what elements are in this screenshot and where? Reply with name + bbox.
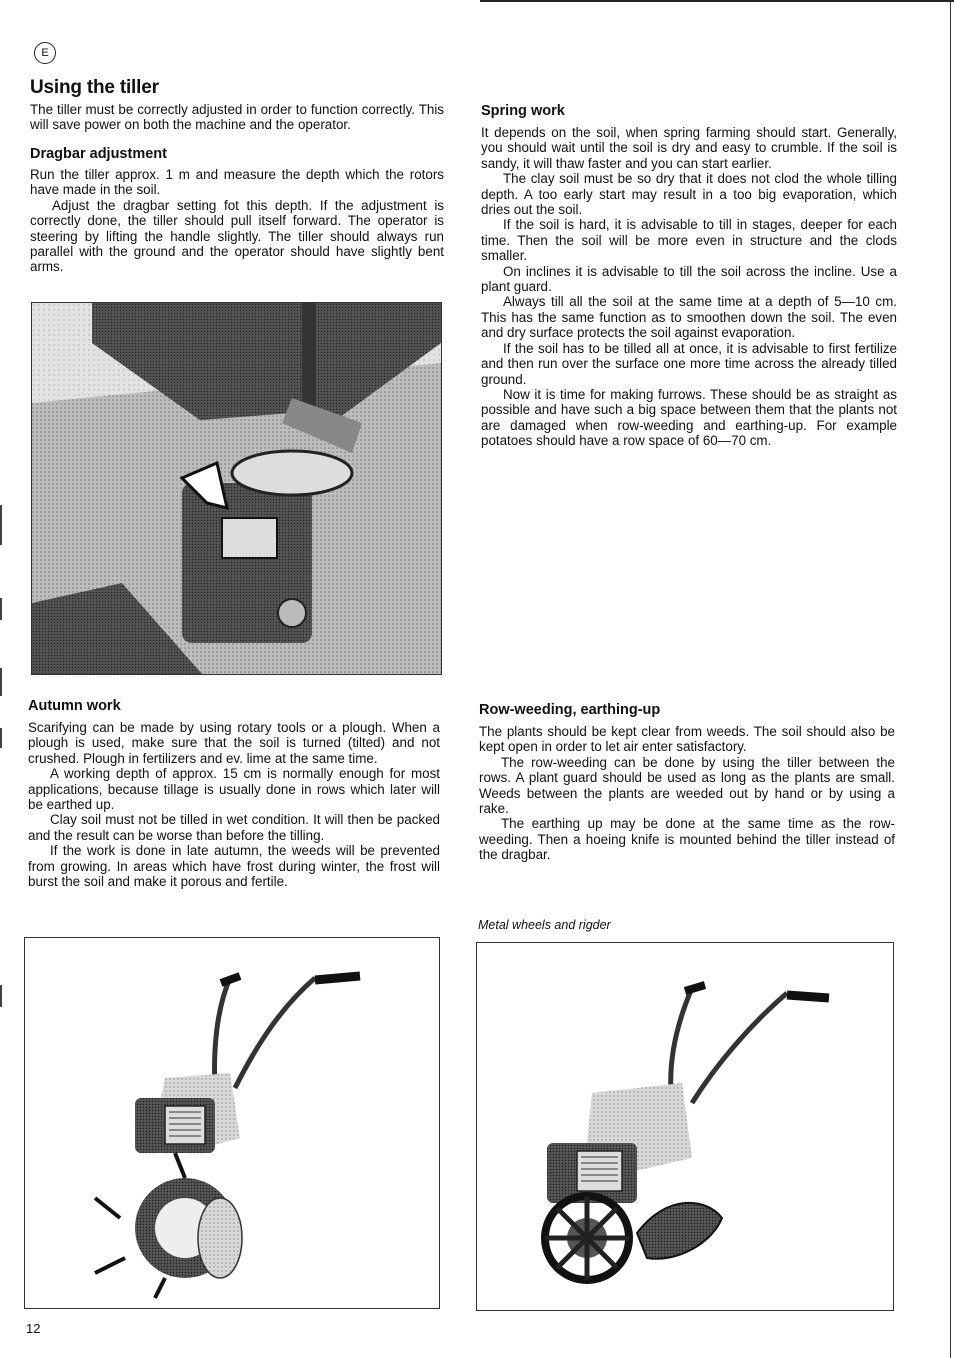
edge-mark xyxy=(0,598,2,620)
spring-paragraph: It depends on the soil, when spring farming should start. Generally, you should wait until the soil is dry and easy to crumble. If the soil is sandy, it will thaw faster and you can start earlier. xyxy=(481,125,897,171)
metal-wheels-illustration xyxy=(477,943,893,1310)
dragbar-paragraph: Adjust the dragbar setting fot this depth. If the adjustment is correctly done, the tiller should pull itself forward. The operator is steering by lifting the handle slightly. The tiller should always run parallel with the ground and the operator should have slightly bent arms. xyxy=(30,197,444,275)
dragbar-photo xyxy=(31,302,442,675)
dragbar-paragraph: Run the tiller approx. 1 m and measure the depth which the rotors have made in the soil. xyxy=(30,167,444,198)
rowweeding-text xyxy=(479,724,895,863)
autumn-paragraph: Scarifying can be made by using rotary tools or a plough. When a plough is used, make sure that the soil is turned (tilted) and not crushed. Plough in fertilizers and ev. lime at the same time. xyxy=(28,720,440,766)
autumn-paragraph: Clay soil must not be tilled in wet condition. It will then be packed and the result can be worse than before the tilling. xyxy=(28,812,440,843)
intro-text xyxy=(30,102,444,133)
dragbar-illustration xyxy=(32,303,441,674)
spring-paragraph: Always till all the soil at the same time at a depth of 5—10 cm. This has the same function as to smoothen down the soil. The even and dry surface protects the soil against evaporation. xyxy=(481,294,897,341)
top-rule xyxy=(480,0,954,2)
tiller-photo xyxy=(24,937,440,1309)
metal-wheels-photo xyxy=(476,942,894,1311)
edge-mark xyxy=(0,505,2,545)
rowweeding-paragraph: The earthing up may be done at the same time as the row-weeding. Then a hoeing knife is mounted behind the tiller instead of the dragbar. xyxy=(479,816,895,863)
autumn-paragraph: A working depth of approx. 15 cm is normally enough for most applications, because tillage is usually done in rows which later will be earthed up. xyxy=(28,766,440,813)
rowweeding-paragraph: The plants should be kept clear from weeds. The soil should also be kept open in order to let air enter satisfactory. xyxy=(479,724,895,755)
page-title: Using the tiller xyxy=(30,77,159,98)
edge-mark xyxy=(0,985,2,1007)
edge-mark xyxy=(0,668,2,696)
edge-mark xyxy=(0,728,2,748)
autumn-text xyxy=(28,720,440,889)
rowweeding-heading: Row-weeding, earthing-up xyxy=(479,702,661,718)
spring-paragraph: If the soil is hard, it is advisable to till in stages, deeper for each time. Then the soil will be more even in structure and the clods smaller. xyxy=(481,217,897,264)
spring-paragraph: Now it is time for making furrows. These should be as straight as possible and have such a big space between them that the plants not are damaged when row-weeding and earthing-up. For example potatoes should have a row space of 60—70 cm. xyxy=(481,386,897,449)
language-badge: E xyxy=(34,42,56,64)
metal-wheels-caption: Metal wheels and rigder xyxy=(478,918,611,932)
spring-text xyxy=(481,125,897,449)
rowweeding-paragraph: The row-weeding can be done by using the tiller between the rows. A plant guard should be used as long as the plants are small. Weeds between the plants are weeded out by hand or by using a rake. xyxy=(479,754,895,817)
right-rule xyxy=(950,0,951,1358)
dragbar-text xyxy=(30,167,444,275)
tiller-illustration xyxy=(25,938,439,1308)
dragbar-heading: Dragbar adjustment xyxy=(30,146,167,162)
page-number: 12 xyxy=(26,1321,41,1336)
spring-paragraph: The clay soil must be so dry that it does not clod the whole tilling depth. A too early start may result in a too big evaporation, which dries out the soil. xyxy=(481,171,897,218)
spring-heading: Spring work xyxy=(481,103,565,119)
autumn-paragraph: If the work is done in late autumn, the weeds will be prevented from growing. In areas which have frost during winter, the frost will burst the soil and make it porous and fertile. xyxy=(28,843,440,890)
autumn-heading: Autumn work xyxy=(28,698,121,714)
spring-paragraph: If the soil has to be tilled all at once, it is advisable to first fertilize and then run over the surface one more time across the already tilled ground. xyxy=(481,340,897,387)
spring-paragraph: On inclines it is advisable to till the soil across the incline. Use a plant guard. xyxy=(481,263,897,295)
intro-paragraph: The tiller must be correctly adjusted in order to function correctly. This will save power on both the machine and the operator. xyxy=(30,102,444,133)
